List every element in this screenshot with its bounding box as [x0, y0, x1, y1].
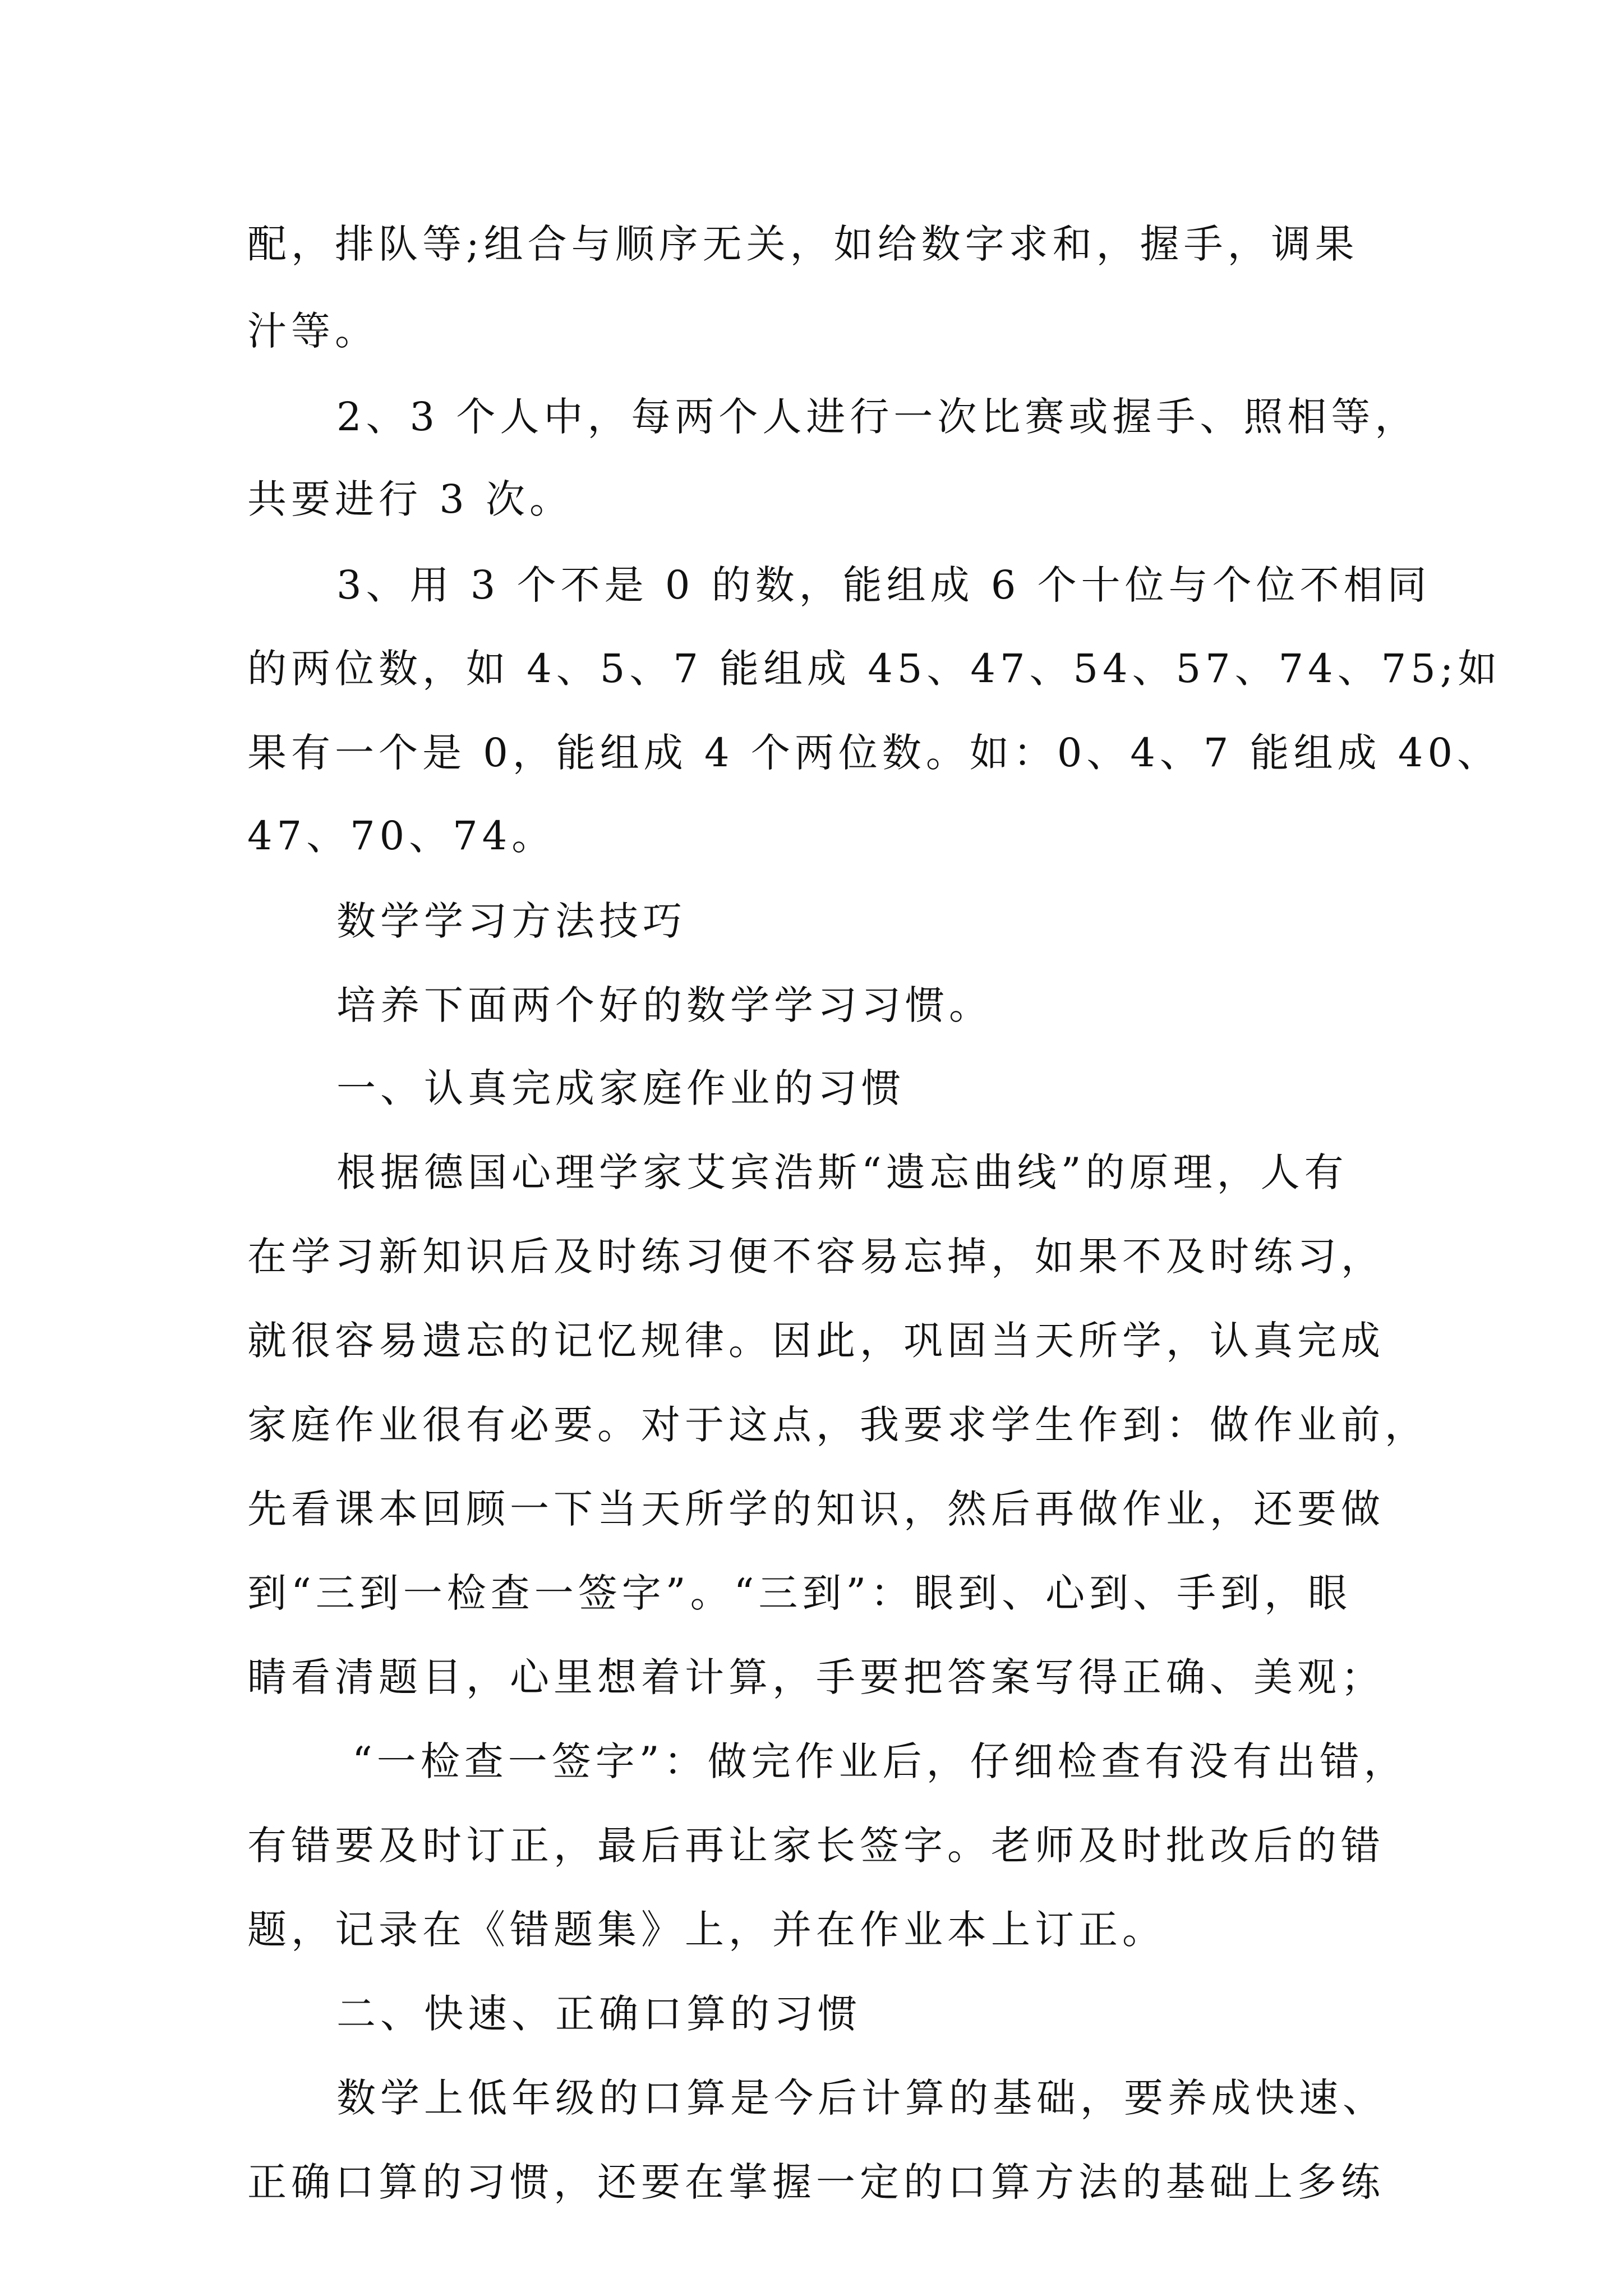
text-line: 有错要及时订正，最后再让家长签字。老师及时批改后的错	[247, 1823, 1385, 1869]
text-line: 在学习新知识后及时练习便不容易忘掉，如果不及时练习，	[247, 1234, 1385, 1280]
subsection-heading: 一、认真完成家庭作业的习惯	[336, 1065, 905, 1111]
text-line: 的两位数，如 4、5、7 能组成 45、47、54、57、74、75;如	[247, 646, 1502, 692]
text-line: 就很容易遗忘的记忆规律。因此，巩固当天所学，认真完成	[247, 1318, 1385, 1364]
text-line: 3、用 3 个不是 0 的数，能组成 6 个十位与个位不相同	[336, 562, 1431, 608]
text-line: 数学上低年级的口算是今后计算的基础，要养成快速、	[336, 2075, 1386, 2121]
text-line: 2、3 个人中，每两个人进行一次比赛或握手、照相等，	[336, 394, 1419, 440]
text-line: 培养下面两个好的数学学习习惯。	[336, 982, 993, 1028]
subsection-heading: 二、快速、正确口算的习惯	[336, 1991, 861, 2037]
text-line: 根据德国心理学家艾宾浩斯“遗忘曲线”的原理，人有	[336, 1149, 1348, 1195]
text-line: 汁等。	[247, 308, 379, 354]
text-line: 题，记录在《错题集》上，并在作业本上订正。	[247, 1907, 1166, 1953]
text-line: 先看课本回顾一下当天所学的知识，然后再做作业，还要做	[247, 1486, 1385, 1532]
text-line: 到“三到一检查一签字”。“三到”：眼到、心到、手到，眼	[247, 1570, 1352, 1616]
text-line: 睛看清题目，心里想着计算，手要把答案写得正确、美观；	[247, 1654, 1385, 1700]
text-line: 47、70、74。	[247, 813, 556, 859]
text-line: 正确口算的习惯，还要在掌握一定的口算方法的基础上多练	[247, 2159, 1385, 2205]
text-line: 果有一个是 0，能组成 4 个两位数。如：0、4、7 能组成 40、	[247, 730, 1501, 776]
text-line: 共要进行 3 次。	[247, 476, 574, 522]
section-heading: 数学学习方法技巧	[336, 898, 686, 944]
text-line: “一检查一签字”：做完作业后，仔细检查有没有出错，	[352, 1738, 1408, 1784]
text-line: 配，排队等;组合与顺序无关，如给数字求和，握手，调果	[247, 221, 1359, 267]
text-line: 家庭作业很有必要。对于这点，我要求学生作到：做作业前，	[247, 1402, 1428, 1448]
